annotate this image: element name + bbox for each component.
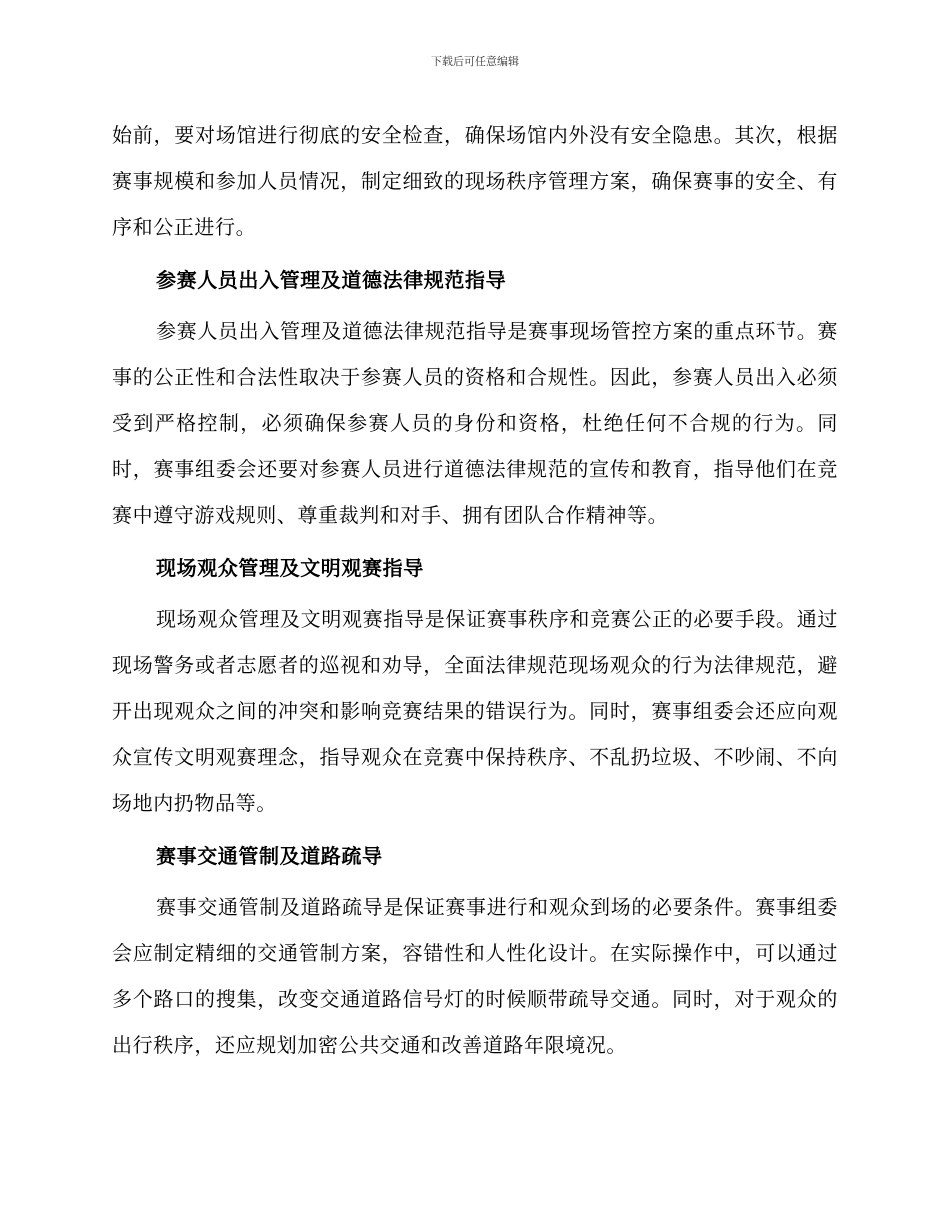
section-heading-participants: 参赛人员出入管理及道德法律规范指导	[156, 268, 507, 292]
section-heading-audience: 现场观众管理及文明观赛指导	[156, 556, 424, 580]
section-paragraph-audience: 现场观众管理及文明观赛指导是保证赛事秩序和竞赛公正的必要手段。通过现场警务或者志愿者的巡视和劝导，全面法律规范现场观众的行为法律规范，避开出现观众之间的冲突和影响竞赛结果的错误行为。同时，赛事组委会还应向观众宣传文明观赛理念，指导观众在竞赛中保持秩序、不乱扔垃圾、不吵闹、不向场地内扔物品等。	[112, 607, 838, 815]
section-paragraph-traffic: 赛事交通管制及道路疏导是保证赛事进行和观众到场的必要条件。赛事组委会应制定精细的交通管制方案，容错性和人性化设计。在实际操作中，可以通过多个路口的搜集，改变交通道路信号灯的时候顺带疏导交通。同时，对于观众的出行秩序，还应规划加密公共交通和改善道路年限境况。	[112, 895, 838, 1057]
section-paragraph-participants: 参赛人员出入管理及道德法律规范指导是赛事现场管控方案的重点环节。赛事的公正性和合法性取决于参赛人员的资格和合规性。因此，参赛人员出入必须受到严格控制，必须确保参赛人员的身份和资格，杜绝任何不合规的行为。同时，赛事组委会还要对参赛人员进行道德法律规范的宣传和教育，指导他们在竞赛中遵守游戏规则、尊重裁判和对手、拥有团队合作精神等。	[112, 319, 838, 527]
intro-paragraph: 始前，要对场馆进行彻底的安全检查，确保场馆内外没有安全隐患。其次，根据赛事规模和参加人员情况，制定细致的现场秩序管理方案，确保赛事的安全、有序和公正进行。	[112, 123, 838, 239]
page-header: 下载后可任意编辑	[431, 55, 519, 68]
section-heading-traffic: 赛事交通管制及道路疏导	[156, 844, 383, 868]
document-body	[112, 112, 838, 1068]
